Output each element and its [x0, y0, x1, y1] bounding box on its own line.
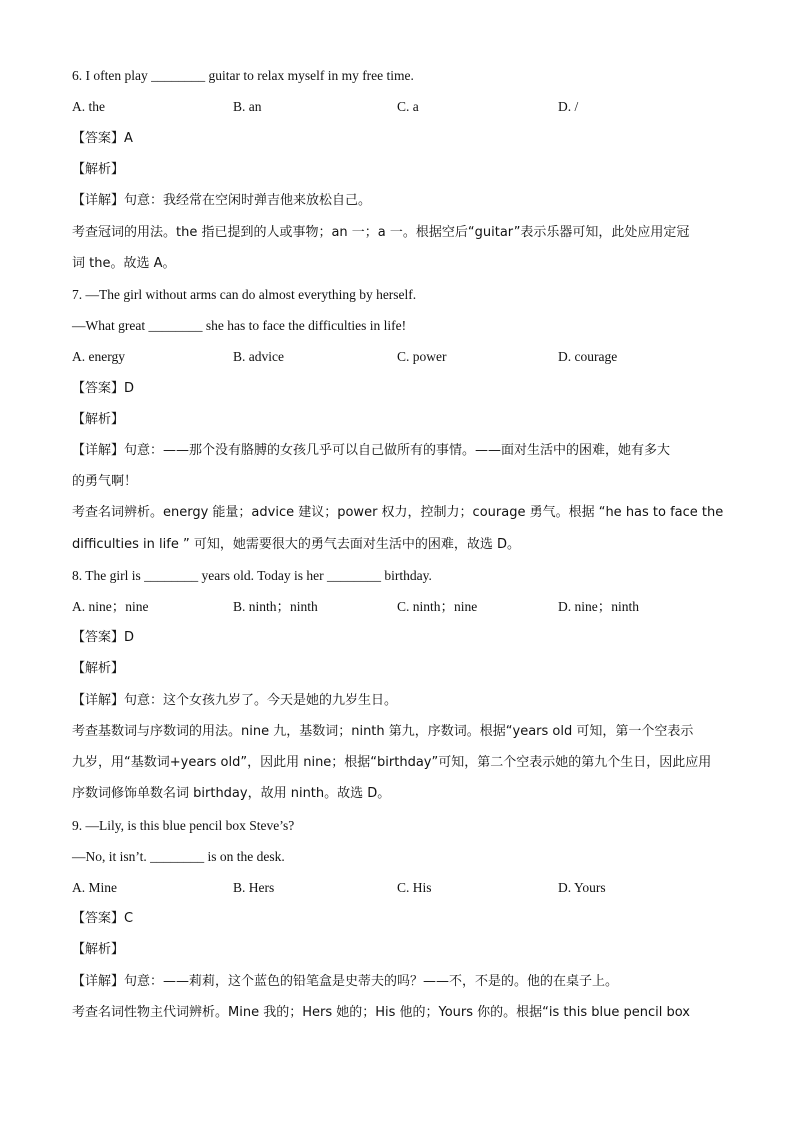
analysis-label: 【解析】: [72, 661, 125, 676]
question-8-stem: 8. The girl is ________ years old. Today is her ________ birthday.: [72, 568, 432, 583]
question-9-stem: —No, it isn’t. ________ is on the desk.: [72, 849, 285, 864]
question-9-stem: 9. —Lily, is this blue pencil box Steve’s?: [72, 818, 295, 833]
question-7-stem: 7. —The girl without arms can do almost everything by herself.: [72, 287, 417, 302]
option-a: A. Mine: [72, 880, 117, 895]
explanation-line: 的勇气啊！: [72, 474, 138, 489]
explanation-line: 考查名词辨析。energy 能量；advice 建议；power 权力，控制力；courage 勇气。根据 “he has to face the: [72, 505, 724, 520]
explanation-line: 【详解】句意：这个女孩九岁了。今天是她的九岁生日。: [72, 693, 398, 708]
analysis-label: 【解析】: [72, 942, 125, 957]
question-7-stem: —What great ________ she has to face the difficulties in life!: [72, 318, 407, 333]
answer-label: 【答案】C: [72, 911, 134, 926]
option-c: C. His: [397, 880, 432, 895]
option-c: C. a: [397, 99, 419, 114]
answer-label: 【答案】D: [72, 381, 135, 396]
analysis-label: 【解析】: [72, 412, 125, 427]
explanation-line: 考查基数词与序数词的用法。nine 九，基数词；ninth 第九，序数词。根据“years old 可知，第一个空表示: [72, 724, 694, 739]
option-b: B. ninth；ninth: [233, 599, 318, 614]
option-c: C. power: [397, 349, 447, 364]
option-d: D. Yours: [558, 880, 606, 895]
answer-label: 【答案】A: [72, 131, 133, 146]
option-c: C. ninth；nine: [397, 599, 478, 614]
explanation-line: 【详解】句意：——莉莉，这个蓝色的铅笔盒是史蒂夫的吗？——不，不是的。他的在桌子上。: [72, 974, 619, 989]
option-b: B. an: [233, 99, 262, 114]
explanation-line: 考查名词性物主代词辨析。Mine 我的；Hers 她的；His 他的；Yours 你的。根据“is this blue pencil box: [72, 1005, 691, 1020]
explanation-line: 考查冠词的用法。the 指已提到的人或事物；an 一；a 一。根据空后“guitar”表示乐器可知，此处应用定冠: [72, 225, 690, 240]
option-a: A. nine；nine: [72, 599, 149, 614]
option-b: B. Hers: [233, 880, 275, 895]
question-6-stem: 6. I often play ________ guitar to relax myself in my free time.: [72, 68, 414, 83]
analysis-label: 【解析】: [72, 162, 125, 177]
explanation-line: 九岁，用“基数词+years old”，因此用 nine；根据“birthday”可知，第二个空表示她的第九个生日，因此应用: [72, 755, 712, 770]
explanation-line: 序数词修饰单数名词 birthday，故用 ninth。故选 D。: [72, 786, 391, 801]
explanation-line: 【详解】句意：我经常在空闲时弹吉他来放松自己。: [72, 193, 372, 208]
answer-label: 【答案】D: [72, 630, 135, 645]
option-d: D. /: [558, 99, 579, 114]
option-a: A. energy: [72, 349, 125, 364]
option-d: D. nine；ninth: [558, 599, 639, 614]
option-b: B. advice: [233, 349, 284, 364]
explanation-line: 【详解】句意：——那个没有胳膊的女孩几乎可以自己做所有的事情。——面对生活中的困难，她有多大: [72, 443, 671, 458]
option-a: A. the: [72, 99, 105, 114]
explanation-line: 词 the。故选 A。: [72, 256, 176, 271]
option-d: D. courage: [558, 349, 618, 364]
explanation-line: difficulties in life ” 可知，她需要很大的勇气去面对生活中的困难，故选 D。: [72, 537, 520, 552]
